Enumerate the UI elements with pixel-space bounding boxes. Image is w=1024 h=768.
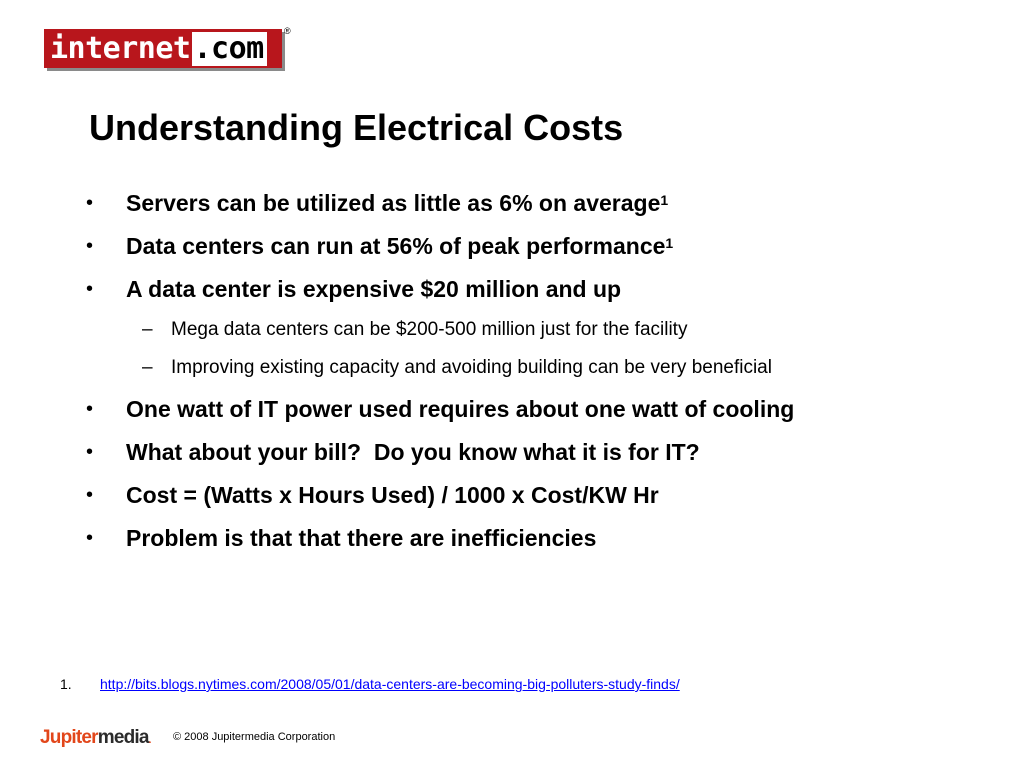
bullet-text: Cost = (Watts x Hours Used) / 1000 x Cost/KW Hr xyxy=(126,482,659,508)
logo-text-jupiter: Jupiter xyxy=(40,727,98,748)
bullet-marker: • xyxy=(86,278,94,300)
footnote-number: 1. xyxy=(60,676,72,692)
copyright-notice: © 2008 Jupitermedia Corporation xyxy=(173,731,336,743)
sub-bullet-text: Improving existing capacity and avoiding building can be very beneficial xyxy=(171,357,772,378)
bullet-item xyxy=(86,439,700,465)
sub-bullet-item xyxy=(142,319,687,341)
logo-text-com: .com xyxy=(192,32,267,66)
bullet-marker: • xyxy=(86,235,94,257)
bullet-item xyxy=(86,525,596,551)
bullet-item xyxy=(86,276,621,302)
sub-bullet-marker: – xyxy=(142,357,153,378)
bullet-text: A data center is expensive $20 million and up xyxy=(126,276,622,302)
footnote-ref: 1 xyxy=(665,235,674,251)
bullet-item xyxy=(86,482,659,508)
logo-mark: . xyxy=(148,735,151,746)
bullet-marker: • xyxy=(86,192,94,214)
jupitermedia-logo xyxy=(40,727,151,749)
footnote-ref: 1 xyxy=(660,192,669,208)
bullet-text: Servers can be utilized as little as 6% on average xyxy=(126,190,661,216)
bullet-text: Problem is that that there are inefficiencies xyxy=(126,525,597,551)
bullet-item xyxy=(86,396,794,422)
internet-com-logo xyxy=(44,29,282,68)
bullet-item xyxy=(86,233,673,259)
sub-bullet-text: Mega data centers can be $200-500 million just for the facility xyxy=(171,319,688,340)
bullet-text: One watt of IT power used requires about one watt of cooling xyxy=(126,396,795,422)
logo-text-media: media xyxy=(97,727,149,748)
slide-title: Understanding Electrical Costs xyxy=(89,107,624,148)
logo-text-internet: internet xyxy=(50,30,191,66)
bullet-marker: • xyxy=(86,398,94,420)
bullet-text: Data centers can run at 56% of peak performance xyxy=(126,233,666,259)
sub-bullet-marker: – xyxy=(142,319,153,340)
bullet-marker: • xyxy=(86,484,94,506)
footnote-link[interactable]: http://bits.blogs.nytimes.com/2008/05/01/data-centers-are-becoming-big-polluters-study-finds/ xyxy=(100,676,680,692)
bullet-item xyxy=(86,190,668,216)
footnote xyxy=(60,676,680,692)
registered-mark: ® xyxy=(284,26,291,36)
bullet-marker: • xyxy=(86,441,94,463)
sub-bullet-item xyxy=(142,357,772,379)
bullet-text: What about your bill? Do you know what it is for IT? xyxy=(126,439,700,465)
bullet-marker: • xyxy=(86,527,94,549)
